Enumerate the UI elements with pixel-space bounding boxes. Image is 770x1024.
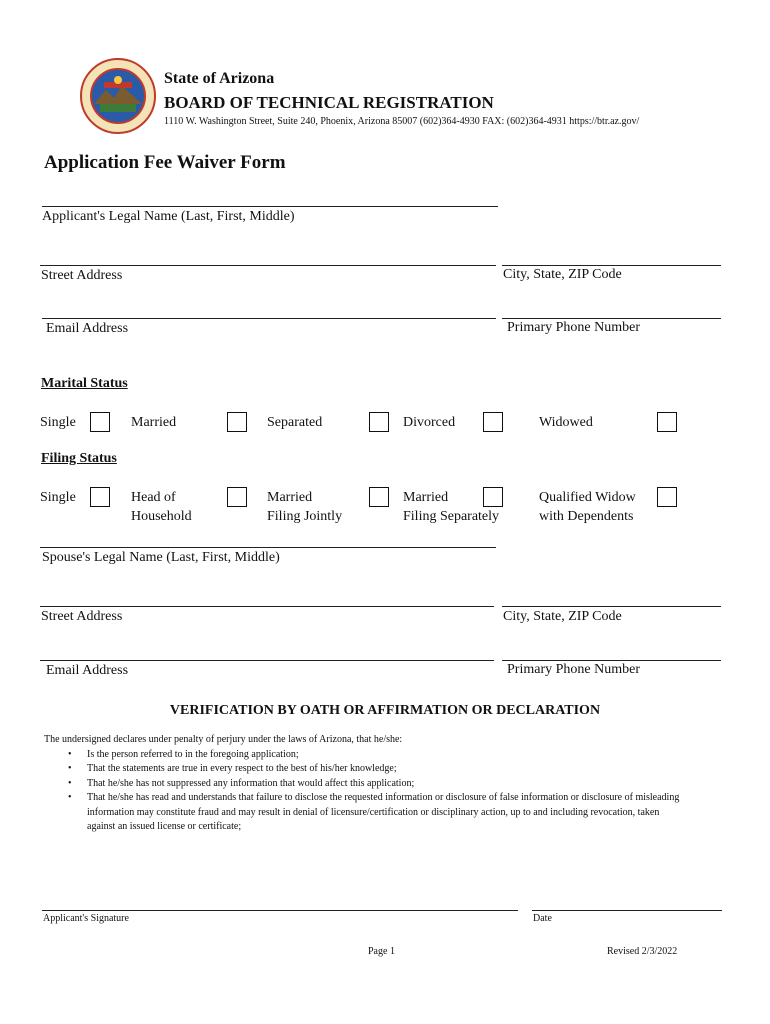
applicant-email-field[interactable] [42, 318, 496, 319]
filing-hoh-line1: Head of [131, 490, 176, 505]
signature-field[interactable] [42, 910, 518, 911]
verification-bullet: • That he/she has not suppressed any information that would affect this application; [65, 777, 694, 792]
verification-bullet: • Is the person referred to in the foregoing application; [65, 748, 694, 763]
form-title: Application Fee Waiver Form [44, 152, 286, 173]
filing-qw-line1: Qualified Widow [539, 490, 636, 505]
verification-intro: The undersigned declares under penalty of perjury under the laws of Arizona, that he/she: [44, 734, 403, 745]
marital-separated-label: Separated [267, 415, 323, 430]
marital-status-heading: Marital Status [41, 376, 128, 391]
spouse-name-field[interactable] [40, 547, 496, 548]
signature-label: Applicant's Signature [43, 913, 129, 924]
spouse-phone-field[interactable] [502, 660, 721, 661]
revised-date: Revised 2/3/2022 [607, 946, 678, 957]
verification-bullet: • That he/she has read and understands that failure to disclose the requested information or disclosure of false information or disclosure of misleading information may constitute fraud and may result in denial of licensure/certification or disciplinary action, up to and including revocation, taken against an issued license or certificate; [65, 791, 687, 835]
filing-mj-line2: Filing Jointly [267, 509, 343, 524]
filing-qualified-widow-label [539, 488, 636, 526]
marital-single-checkbox[interactable] [90, 412, 110, 432]
filing-single-label [40, 488, 76, 507]
marital-married-label: Married [131, 415, 177, 430]
filing-head-of-household-checkbox[interactable] [227, 487, 247, 507]
marital-separated-checkbox[interactable] [369, 412, 389, 432]
filing-married-jointly-label [267, 488, 342, 526]
filing-married-separately-checkbox[interactable] [483, 487, 503, 507]
spouse-city-field[interactable] [502, 606, 721, 607]
applicant-street-label: Street Address [41, 268, 123, 283]
filing-ms-line1: Married [403, 490, 449, 505]
spouse-phone-label: Primary Phone Number [507, 662, 640, 677]
applicant-street-field[interactable] [40, 265, 496, 266]
date-field[interactable] [532, 910, 722, 911]
applicant-city-field[interactable] [502, 265, 721, 266]
arizona-seal-icon [80, 58, 156, 134]
spouse-email-field[interactable] [40, 660, 494, 661]
applicant-phone-label: Primary Phone Number [507, 320, 640, 335]
header-address: 1110 W. Washington Street, Suite 240, Phoenix, Arizona 85007 (602)364-4930 FAX: (602)364-4931 https://btr.az.gov/ [164, 116, 640, 127]
marital-widowed-checkbox[interactable] [657, 412, 677, 432]
applicant-phone-field[interactable] [502, 318, 721, 319]
spouse-street-label: Street Address [41, 609, 123, 624]
spouse-city-label: City, State, ZIP Code [503, 609, 622, 624]
filing-qualified-widow-checkbox[interactable] [657, 487, 677, 507]
header-state: State of Arizona [164, 70, 275, 87]
filing-status-heading: Filing Status [41, 451, 117, 466]
spouse-street-field[interactable] [40, 606, 494, 607]
verification-heading: VERIFICATION BY OATH OR AFFIRMATION OR DECLARATION [169, 703, 601, 718]
filing-head-of-household-label [131, 488, 192, 526]
filing-single-label-line1: Single [40, 490, 76, 505]
applicant-city-label: City, State, ZIP Code [503, 267, 622, 282]
date-label: Date [533, 913, 552, 924]
applicant-name-label: Applicant's Legal Name (Last, First, Middle) [42, 209, 295, 224]
verification-bullet: • That the statements are true in every respect to the best of his/her knowledge; [65, 762, 694, 777]
applicant-name-field[interactable] [42, 206, 498, 207]
spouse-name-label: Spouse's Legal Name (Last, First, Middle) [42, 550, 280, 565]
spouse-email-label: Email Address [46, 663, 129, 678]
marital-divorced-label: Divorced [403, 415, 456, 430]
marital-married-checkbox[interactable] [227, 412, 247, 432]
filing-mj-line1: Married [267, 490, 313, 505]
marital-widowed-label: Widowed [539, 415, 593, 430]
header-board: BOARD OF TECHNICAL REGISTRATION [164, 93, 494, 112]
filing-married-jointly-checkbox[interactable] [369, 487, 389, 507]
applicant-email-label: Email Address [46, 321, 129, 336]
verification-block [44, 733, 694, 835]
filing-qw-line2: with Dependents [539, 509, 634, 524]
marital-single-label: Single [40, 415, 76, 430]
filing-hoh-line2: Household [131, 509, 192, 524]
filing-single-checkbox[interactable] [90, 487, 110, 507]
marital-divorced-checkbox[interactable] [483, 412, 503, 432]
page-number: Page 1 [368, 946, 395, 957]
filing-ms-line2: Filing Separately [403, 509, 500, 524]
